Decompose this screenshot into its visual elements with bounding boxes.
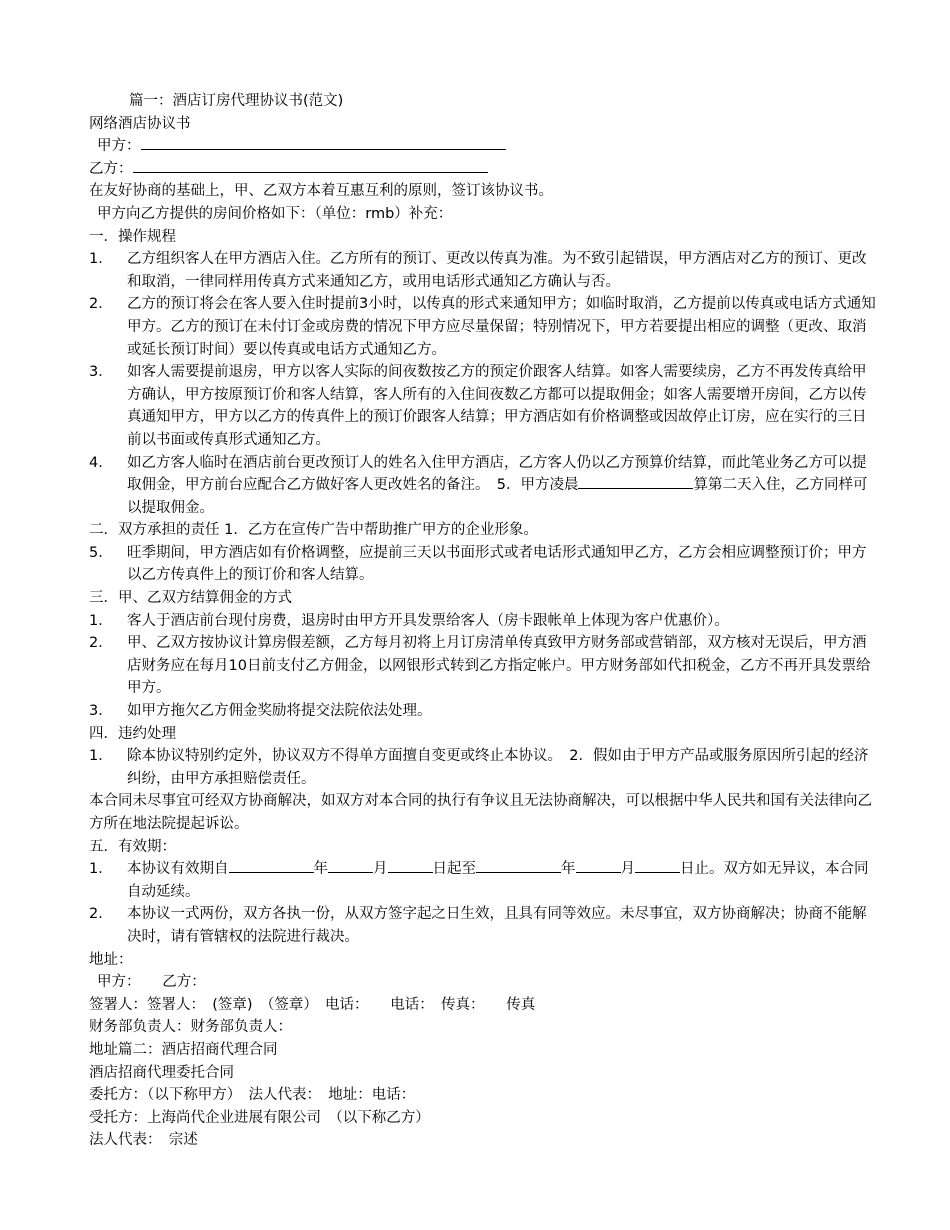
doc-title: 篇一：酒店订房代理协议书(范文) [129,93,344,109]
list-item [89,248,879,293]
item-number: 1． [89,612,113,629]
date-blank [576,858,621,873]
list-item [89,452,879,520]
item-text-part: 月 [373,861,388,878]
item-text: 如甲方拖欠乙方佣金奖励将提交法院依法处理。 [127,703,432,720]
list-item [89,610,879,633]
date-blank [328,858,373,873]
item-text-part: 年 [313,861,328,878]
date-blank [635,858,680,873]
item-text-part: 日止。双方如无异议，本合同自动延续。 [127,861,869,900]
item-text: 除本协议特别约定外，协议双方不得单方面擅自变更或终止本协议。 2．假如由于甲方产品或服务原因所引起的经济纠纷，由甲方承担赔偿责任。 [127,748,869,787]
party-a-line [89,135,879,158]
item-number: 2． [89,296,113,313]
item-number: 4． [89,454,113,471]
item-text: 本协议一式两份，双方各执一份，从双方签字起之日生效，且具有同等效应。未尽事宜，双方协商解决；协商不能解决时，请有管辖权的法院进行裁决。 [127,906,867,945]
item-text-part: 算第二天入住，乙方同样可以提取佣金。 [127,477,868,516]
item-number: 1． [89,748,113,765]
item-text-part: 日起至 [432,861,476,878]
item-text: 甲、乙双方按协议计算房假差额，乙方每月初将上月订房清单传真致甲方财务部或营销部，双方核对无误后，甲方酒店财务应在每月10日前支付乙方佣金，以网银形式转到乙方指定帐户。甲方财务部如代扣税金，乙方不再开具发票给甲方。 [127,635,871,697]
date-blank [476,858,561,873]
address-line-2: 地址篇二：酒店招商代理合同 [89,1041,278,1058]
parties-line: 甲方： 乙方： [97,974,206,991]
document-page [89,90,879,1152]
item-text [127,858,879,903]
item-number: 2． [89,635,113,652]
item-number: 2． [89,906,113,923]
time-blank [578,474,693,489]
list-item [89,542,879,587]
item-text [127,452,879,520]
finance-line: 财务部负责人：财务部负责人： [89,1019,292,1036]
client-line: 委托方：（以下称甲方） 法人代表： 地址：电话： [89,1087,416,1104]
item-number: 3． [89,703,113,720]
doc-subtitle: 网络酒店协议书 [89,115,191,132]
item-text: 本合同未尽事宜可经双方协商解决，如双方对本合同的执行有争议且无法协商解决，可以根据中华人民共和国有关法律向乙方所在地法院提起诉讼。 [89,793,872,832]
section-heading: 三．甲、乙双方结算佣金的方式 [89,590,292,607]
date-blank [388,858,433,873]
item-number: 1． [89,251,113,268]
item-text-part: 如乙方客人临时在酒店前台更改预订人的姓名入住甲方酒店，乙方客人仍以乙方预算价结算，而此笔业务乙方可以提取佣金，甲方前台应配合乙方做好客人更改姓名的备注。 5．甲方凌晨 [127,454,867,494]
list-item [89,361,879,451]
item-text-part: 本协议有效期自 [127,861,229,878]
date-blank [229,858,314,873]
price-text: 甲方向乙方提供的房间价格如下：（单位：rmb）补充： [97,205,453,222]
list-item [89,293,879,361]
list-item [89,700,879,723]
section-heading: 一．操作规程 [89,228,176,245]
section-heading: 五．有效期： [89,838,176,855]
contract-title: 酒店招商代理委托合同 [89,1064,234,1081]
list-item [89,858,879,903]
intro-text: 在友好协商的基础上，甲、乙双方本着互惠互利的原则，签订该协议书。 [89,183,553,200]
party-b-line [89,158,879,181]
address-line: 地址： [89,951,133,968]
item-text-part: 月 [620,861,635,878]
rep-line: 法人代表： 宗述 [89,1132,198,1149]
party-a-label: 甲方： [97,138,141,155]
item-text: 客人于酒店前台现付房费，退房时由甲方开具发票给客人（房卡跟帐单上体现为客户优惠价）。 [127,612,729,629]
item-number: 5． [89,544,113,561]
signatory-line: 签署人：签署人： (签章) （签章） 电话： 电话： 传真： 传真 [89,996,536,1013]
party-b-label: 乙方： [89,160,133,177]
section-heading: 四．违约处理 [89,725,176,742]
item-text: 如客人需要提前退房，甲方以客人实际的间夜数按乙方的预定价跟客人结算。如客人需要续房，乙方不再发传真给甲方确认，甲方按原预订价和客人结算，客人所有的入住间夜数乙方都可以提取佣金；如客人需要增开房间，乙方以传真通知甲方，甲方以乙方的传真件上的预订价跟客人结算；甲方酒店如有价格调整或因故停止订房，应在实行的三日前以书面或传真形式通知乙方。 [127,364,867,448]
item-number: 3． [89,364,113,381]
item-text: 乙方的预订将会在客人要入住时提前3小时，以传真的形式来通知甲方；如临时取消，乙方提前以传真或电话方式通知甲方。乙方的预订在未付订金或房费的情况下甲方应尽量保留；特别情况下，甲方若要提出相应的调整（更改、取消或延长预订时间）要以传真或电话方式通知乙方。 [127,296,876,358]
item-text: 旺季期间，甲方酒店如有价格调整，应提前三天以书面形式或者电话形式通知甲乙方，乙方会相应调整预订价；甲方以乙方传真件上的预订价和客人结算。 [127,544,867,584]
section-heading: 二．双方承担的责任 1．乙方在宣传广告中帮助推广甲方的企业形象。 [89,522,538,539]
item-text: 乙方组织客人在甲方酒店入住。乙方所有的预订、更改以传真为准。为不致引起错误，甲方酒店对乙方的预订、更改和取消，一律同样用传真方式来通知乙方，或用电话形式通知乙方确认与否。 [127,251,867,290]
list-item [89,745,879,790]
list-item [89,903,879,948]
item-text-part: 年 [561,861,576,878]
agent-line: 受托方：上海尚代企业进展有限公司 （以下称乙方） [89,1109,430,1126]
party-a-blank [141,135,506,150]
list-item [89,632,879,700]
party-b-blank [133,158,488,173]
law-paragraph [89,790,879,835]
item-number: 1． [89,861,113,878]
